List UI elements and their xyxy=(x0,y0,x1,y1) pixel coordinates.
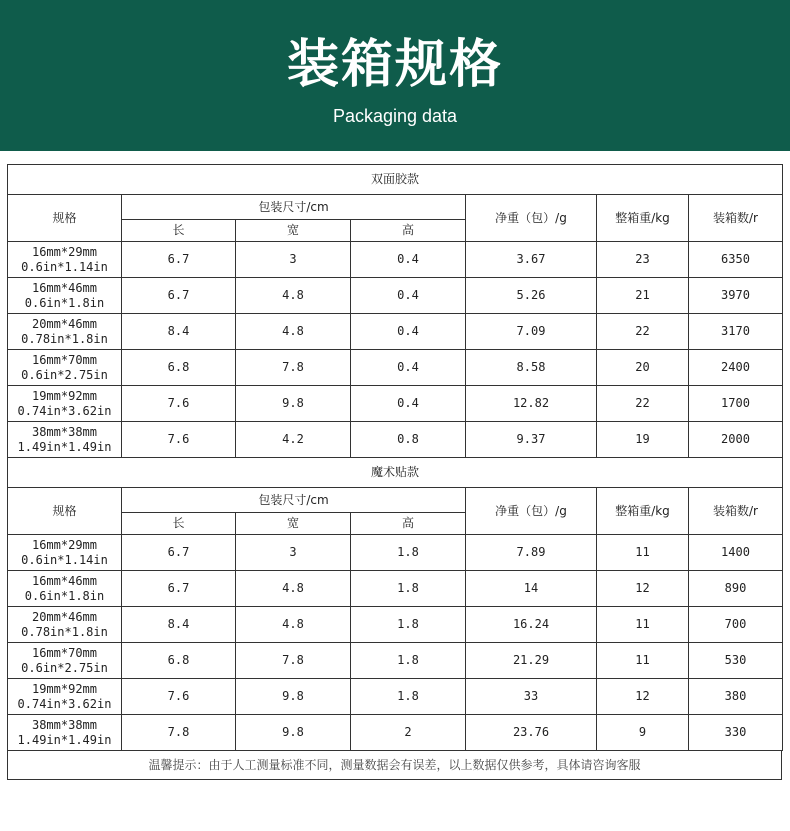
col-header-length: 长 xyxy=(122,220,236,242)
table-body xyxy=(8,165,783,751)
box-weight-cell: 21 xyxy=(597,278,689,314)
spec-mm: 16mm*70mm xyxy=(31,352,98,367)
spec-cell xyxy=(8,314,122,350)
height-cell: 0.8 xyxy=(351,422,466,458)
width-cell: 9.8 xyxy=(236,715,351,751)
box-qty-cell: 1400 xyxy=(689,535,783,571)
spec-in: 0.78in*1.8in xyxy=(21,331,108,346)
spec-cell xyxy=(8,607,122,643)
net-weight-cell: 3.67 xyxy=(466,242,597,278)
table-row xyxy=(8,350,783,386)
footer-note: 温馨提示：由于人工测量标准不同，测量数据会有误差，以上数据仅供参考，具体请咨询客服 xyxy=(7,751,782,780)
box-weight-cell: 19 xyxy=(597,422,689,458)
net-weight-cell: 8.58 xyxy=(466,350,597,386)
box-qty-cell: 3970 xyxy=(689,278,783,314)
table-row xyxy=(8,278,783,314)
spec-mm: 20mm*46mm xyxy=(31,316,98,331)
length-cell: 6.7 xyxy=(122,242,236,278)
length-cell: 6.7 xyxy=(122,535,236,571)
length-cell: 6.8 xyxy=(122,643,236,679)
col-header-net-weight: 净重（包）/g xyxy=(466,488,597,535)
header-row xyxy=(8,195,783,220)
length-cell: 8.4 xyxy=(122,607,236,643)
box-weight-cell: 12 xyxy=(597,679,689,715)
net-weight-cell: 7.09 xyxy=(466,314,597,350)
net-weight-cell: 16.24 xyxy=(466,607,597,643)
col-header-spec: 规格 xyxy=(8,195,122,242)
col-header-package-size: 包装尺寸/cm xyxy=(122,195,466,220)
box-weight-cell: 22 xyxy=(597,386,689,422)
box-weight-cell: 22 xyxy=(597,314,689,350)
col-header-height: 高 xyxy=(351,220,466,242)
section-title-velcro: 魔术贴款 xyxy=(8,458,783,488)
width-cell: 4.8 xyxy=(236,571,351,607)
height-cell: 0.4 xyxy=(351,350,466,386)
height-cell: 1.8 xyxy=(351,571,466,607)
height-cell: 0.4 xyxy=(351,386,466,422)
header-row xyxy=(8,488,783,513)
length-cell: 6.8 xyxy=(122,350,236,386)
box-weight-cell: 9 xyxy=(597,715,689,751)
box-qty-cell: 2000 xyxy=(689,422,783,458)
box-weight-cell: 23 xyxy=(597,242,689,278)
col-header-box-weight: 整箱重/kg xyxy=(597,195,689,242)
length-cell: 7.6 xyxy=(122,386,236,422)
height-cell: 0.4 xyxy=(351,314,466,350)
height-cell: 1.8 xyxy=(351,607,466,643)
width-cell: 9.8 xyxy=(236,386,351,422)
col-header-box-qty: 装箱数/r xyxy=(689,488,783,535)
width-cell: 7.8 xyxy=(236,643,351,679)
width-cell: 4.8 xyxy=(236,314,351,350)
box-qty-cell: 700 xyxy=(689,607,783,643)
table-row xyxy=(8,607,783,643)
net-weight-cell: 14 xyxy=(466,571,597,607)
length-cell: 7.8 xyxy=(122,715,236,751)
table-row xyxy=(8,535,783,571)
box-qty-cell: 890 xyxy=(689,571,783,607)
col-header-spec: 规格 xyxy=(8,488,122,535)
packaging-table xyxy=(7,164,783,751)
height-cell: 1.8 xyxy=(351,643,466,679)
spec-cell xyxy=(8,643,122,679)
spec-mm: 38mm*38mm xyxy=(31,424,98,439)
length-cell: 7.6 xyxy=(122,422,236,458)
spec-mm: 38mm*38mm xyxy=(31,717,98,732)
net-weight-cell: 21.29 xyxy=(466,643,597,679)
net-weight-cell: 12.82 xyxy=(466,386,597,422)
spec-in: 0.78in*1.8in xyxy=(21,624,108,639)
table-row xyxy=(8,643,783,679)
height-cell: 1.8 xyxy=(351,679,466,715)
width-cell: 3 xyxy=(236,535,351,571)
spec-mm: 16mm*46mm xyxy=(31,573,98,588)
height-cell: 2 xyxy=(351,715,466,751)
net-weight-cell: 23.76 xyxy=(466,715,597,751)
height-cell: 0.4 xyxy=(351,278,466,314)
height-cell: 1.8 xyxy=(351,535,466,571)
header-banner xyxy=(0,0,790,151)
box-qty-cell: 530 xyxy=(689,643,783,679)
table-row xyxy=(8,314,783,350)
col-header-length: 长 xyxy=(122,513,236,535)
table-row xyxy=(8,571,783,607)
table-row xyxy=(8,242,783,278)
box-qty-cell: 6350 xyxy=(689,242,783,278)
spec-in: 0.6in*1.14in xyxy=(21,552,108,567)
col-header-net-weight: 净重（包）/g xyxy=(466,195,597,242)
spec-in: 0.6in*1.8in xyxy=(24,588,105,603)
width-cell: 7.8 xyxy=(236,350,351,386)
spec-in: 0.6in*1.14in xyxy=(21,259,108,274)
width-cell: 9.8 xyxy=(236,679,351,715)
col-header-height: 高 xyxy=(351,513,466,535)
spec-cell xyxy=(8,350,122,386)
box-weight-cell: 11 xyxy=(597,607,689,643)
spec-cell xyxy=(8,535,122,571)
spec-mm: 20mm*46mm xyxy=(31,609,98,624)
spec-mm: 16mm*29mm xyxy=(31,244,98,259)
spec-in: 1.49in*1.49in xyxy=(17,439,112,454)
page-title: 装箱规格 xyxy=(286,35,503,95)
width-cell: 4.8 xyxy=(236,278,351,314)
length-cell: 8.4 xyxy=(122,314,236,350)
spec-in: 1.49in*1.49in xyxy=(17,732,112,747)
col-header-width: 宽 xyxy=(236,220,351,242)
table-row xyxy=(8,679,783,715)
spec-mm: 16mm*29mm xyxy=(31,537,98,552)
col-header-width: 宽 xyxy=(236,513,351,535)
spec-in: 0.74in*3.62in xyxy=(17,696,112,711)
spec-in: 0.6in*2.75in xyxy=(21,660,108,675)
box-qty-cell: 330 xyxy=(689,715,783,751)
section-title-double-sided-tape: 双面胶款 xyxy=(8,165,783,195)
spec-mm: 19mm*92mm xyxy=(31,681,98,696)
length-cell: 6.7 xyxy=(122,278,236,314)
spec-cell xyxy=(8,571,122,607)
col-header-box-qty: 装箱数/r xyxy=(689,195,783,242)
spec-in: 0.6in*2.75in xyxy=(21,367,108,382)
width-cell: 4.8 xyxy=(236,607,351,643)
width-cell: 4.2 xyxy=(236,422,351,458)
section-row xyxy=(8,165,783,195)
col-header-box-weight: 整箱重/kg xyxy=(597,488,689,535)
spec-in: 0.74in*3.62in xyxy=(17,403,112,418)
box-qty-cell: 3170 xyxy=(689,314,783,350)
section-row xyxy=(8,458,783,488)
height-cell: 0.4 xyxy=(351,242,466,278)
spec-cell xyxy=(8,242,122,278)
spec-cell xyxy=(8,679,122,715)
table-row xyxy=(8,422,783,458)
box-weight-cell: 11 xyxy=(597,535,689,571)
box-qty-cell: 380 xyxy=(689,679,783,715)
table-row xyxy=(8,715,783,751)
spec-cell xyxy=(8,278,122,314)
box-weight-cell: 11 xyxy=(597,643,689,679)
net-weight-cell: 5.26 xyxy=(466,278,597,314)
col-header-package-size: 包装尺寸/cm xyxy=(122,488,466,513)
spec-in: 0.6in*1.8in xyxy=(24,295,105,310)
spec-mm: 19mm*92mm xyxy=(31,388,98,403)
net-weight-cell: 33 xyxy=(466,679,597,715)
box-qty-cell: 1700 xyxy=(689,386,783,422)
width-cell: 3 xyxy=(236,242,351,278)
spec-cell xyxy=(8,422,122,458)
packaging-table-wrapper xyxy=(7,164,782,780)
spec-mm: 16mm*70mm xyxy=(31,645,98,660)
length-cell: 6.7 xyxy=(122,571,236,607)
table-row xyxy=(8,386,783,422)
spec-cell xyxy=(8,386,122,422)
box-weight-cell: 12 xyxy=(597,571,689,607)
page-subtitle: Packaging data xyxy=(332,106,458,126)
box-qty-cell: 2400 xyxy=(689,350,783,386)
spec-cell xyxy=(8,715,122,751)
box-weight-cell: 20 xyxy=(597,350,689,386)
length-cell: 7.6 xyxy=(122,679,236,715)
net-weight-cell: 7.89 xyxy=(466,535,597,571)
net-weight-cell: 9.37 xyxy=(466,422,597,458)
spec-mm: 16mm*46mm xyxy=(31,280,98,295)
